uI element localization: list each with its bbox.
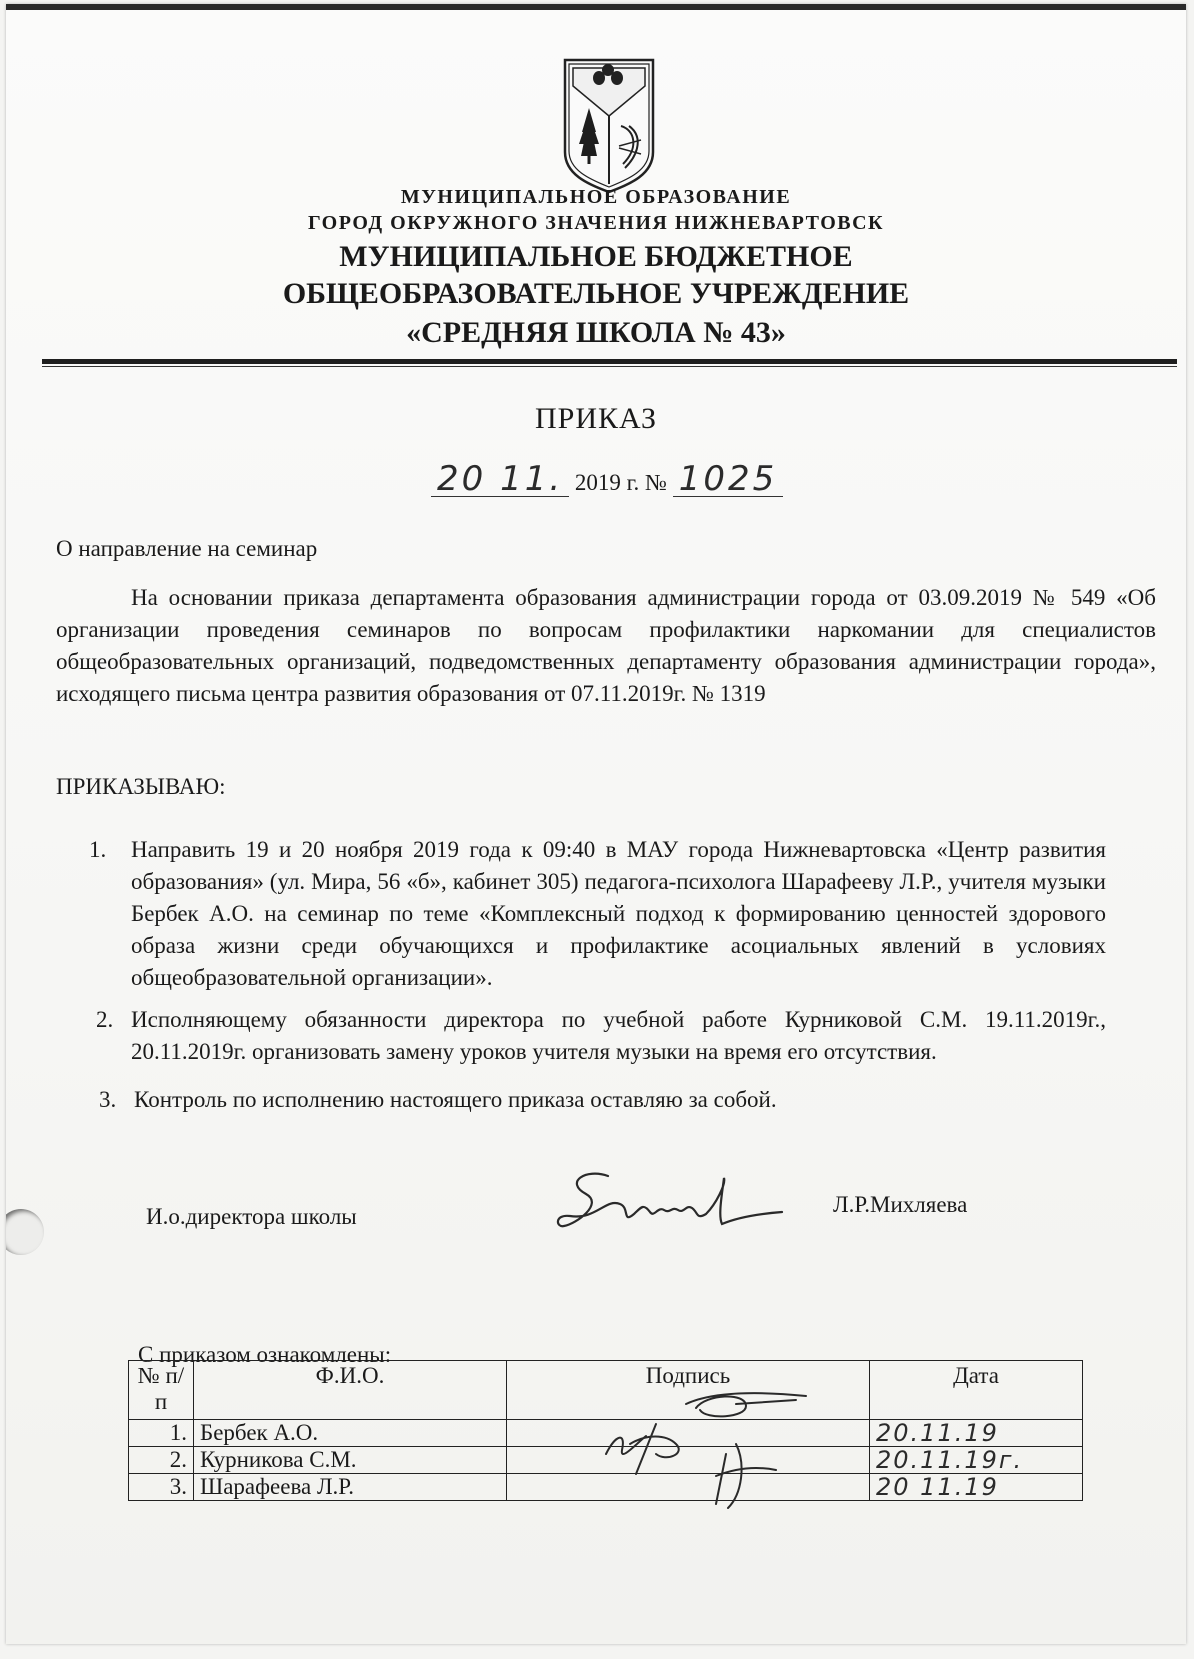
col-header-number: № п/п — [129, 1361, 194, 1420]
order-item-text: Направить 19 и 20 ноября 2019 года к 09:40 в МАУ города Нижневартовска «Центр развития образования» (ул. Мира, 56 «б», кабинет 305) педагога-психолога Шарафееву Л.Р., учителя музыки Бербек А.О. на семинар по теме «Комплексный подход к формированию ценностей здорового образа жизни среди обучающихся и профилактике асоциальных явлений в условиях общеобразовательной организации». — [131, 837, 1106, 990]
order-item — [89, 834, 1106, 994]
row-number: 3. — [129, 1474, 194, 1501]
order-directive: ПРИКАЗЫВАЮ: — [56, 774, 226, 799]
date-number-line — [431, 459, 783, 499]
row-fio: Шарафеева Л.Р. — [194, 1474, 507, 1501]
col-header-date: Дата — [870, 1361, 1083, 1420]
header-institution-line1: МУНИЦИПАЛЬНОЕ БЮДЖЕТНОЕ — [339, 240, 853, 273]
table-signatures — [596, 1384, 826, 1514]
row-fio: Курникова С.М. — [194, 1447, 507, 1474]
order-date-handwritten: 20 11. — [431, 462, 569, 497]
document-page — [6, 4, 1186, 1644]
row-date: 20 11.19 — [870, 1474, 1083, 1501]
col-header-fio: Ф.И.О. — [194, 1361, 507, 1420]
document-title: ПРИКАЗ — [535, 402, 657, 435]
header-rule-thin — [42, 366, 1177, 367]
order-item-number: 3. — [99, 1087, 117, 1112]
row-date: 20.11.19 — [870, 1420, 1083, 1447]
header-city: ГОРОД ОКРУЖНОГО ЗНАЧЕНИЯ НИЖНЕВАРТОВСК — [307, 212, 885, 234]
order-item-text: Исполняющему обязанности директора по учебной работе Курниковой С.М. 19.11.2019г., 20.11.2019г. организовать замену уроков учителя музыки на время его отсутствия. — [131, 1007, 1106, 1064]
col-header-signature: Подпись — [507, 1361, 870, 1420]
scan-top-edge — [6, 4, 1186, 10]
order-year: 2019 г. — [574, 470, 640, 495]
header-municipality: МУНИЦИПАЛЬНОЕ ОБРАЗОВАНИЕ — [400, 186, 792, 208]
row-fio: Бербек А.О. — [194, 1420, 507, 1447]
order-item-number: 1. — [89, 837, 107, 862]
signatory-name: Л.Р.Михляева — [833, 1192, 968, 1217]
coat-of-arms-icon — [559, 56, 659, 196]
signatory-role: И.о.директора школы — [146, 1204, 357, 1229]
order-subject: О направление на семинар — [56, 536, 318, 561]
row-number: 1. — [129, 1420, 194, 1447]
number-label: № — [645, 470, 667, 495]
order-number-handwritten: 1025 — [673, 462, 784, 497]
header-rule — [42, 359, 1177, 364]
order-item — [99, 1084, 1109, 1116]
order-basis-paragraph: На основании приказа департамента образования администрации города от 03.09.2019 № 549 «Об организации проведения семинаров по вопросам профилактики наркомании для специалистов общеобразовательных организаций, подведомственных департаменту образования администрации города», исходящего письма центра развития образования от 07.11.2019г. № 1319 — [56, 585, 1156, 706]
row-number: 2. — [129, 1447, 194, 1474]
order-item-text: Контроль по исполнению настоящего приказа оставляю за собой. — [134, 1087, 777, 1112]
order-item-number: 2. — [96, 1007, 114, 1032]
row-date: 20.11.19г. — [870, 1447, 1083, 1474]
director-signature — [546, 1154, 786, 1254]
order-item — [96, 1004, 1106, 1068]
punch-hole — [6, 1209, 44, 1255]
header-institution-line2: ОБЩЕОБРАЗОВАТЕЛЬНОЕ УЧРЕЖДЕНИЕ — [282, 277, 910, 310]
acknowledgement-label: С приказом ознакомлены: — [138, 1342, 392, 1367]
header-school-name: «СРЕДНЯЯ ШКОЛА № 43» — [406, 316, 786, 349]
